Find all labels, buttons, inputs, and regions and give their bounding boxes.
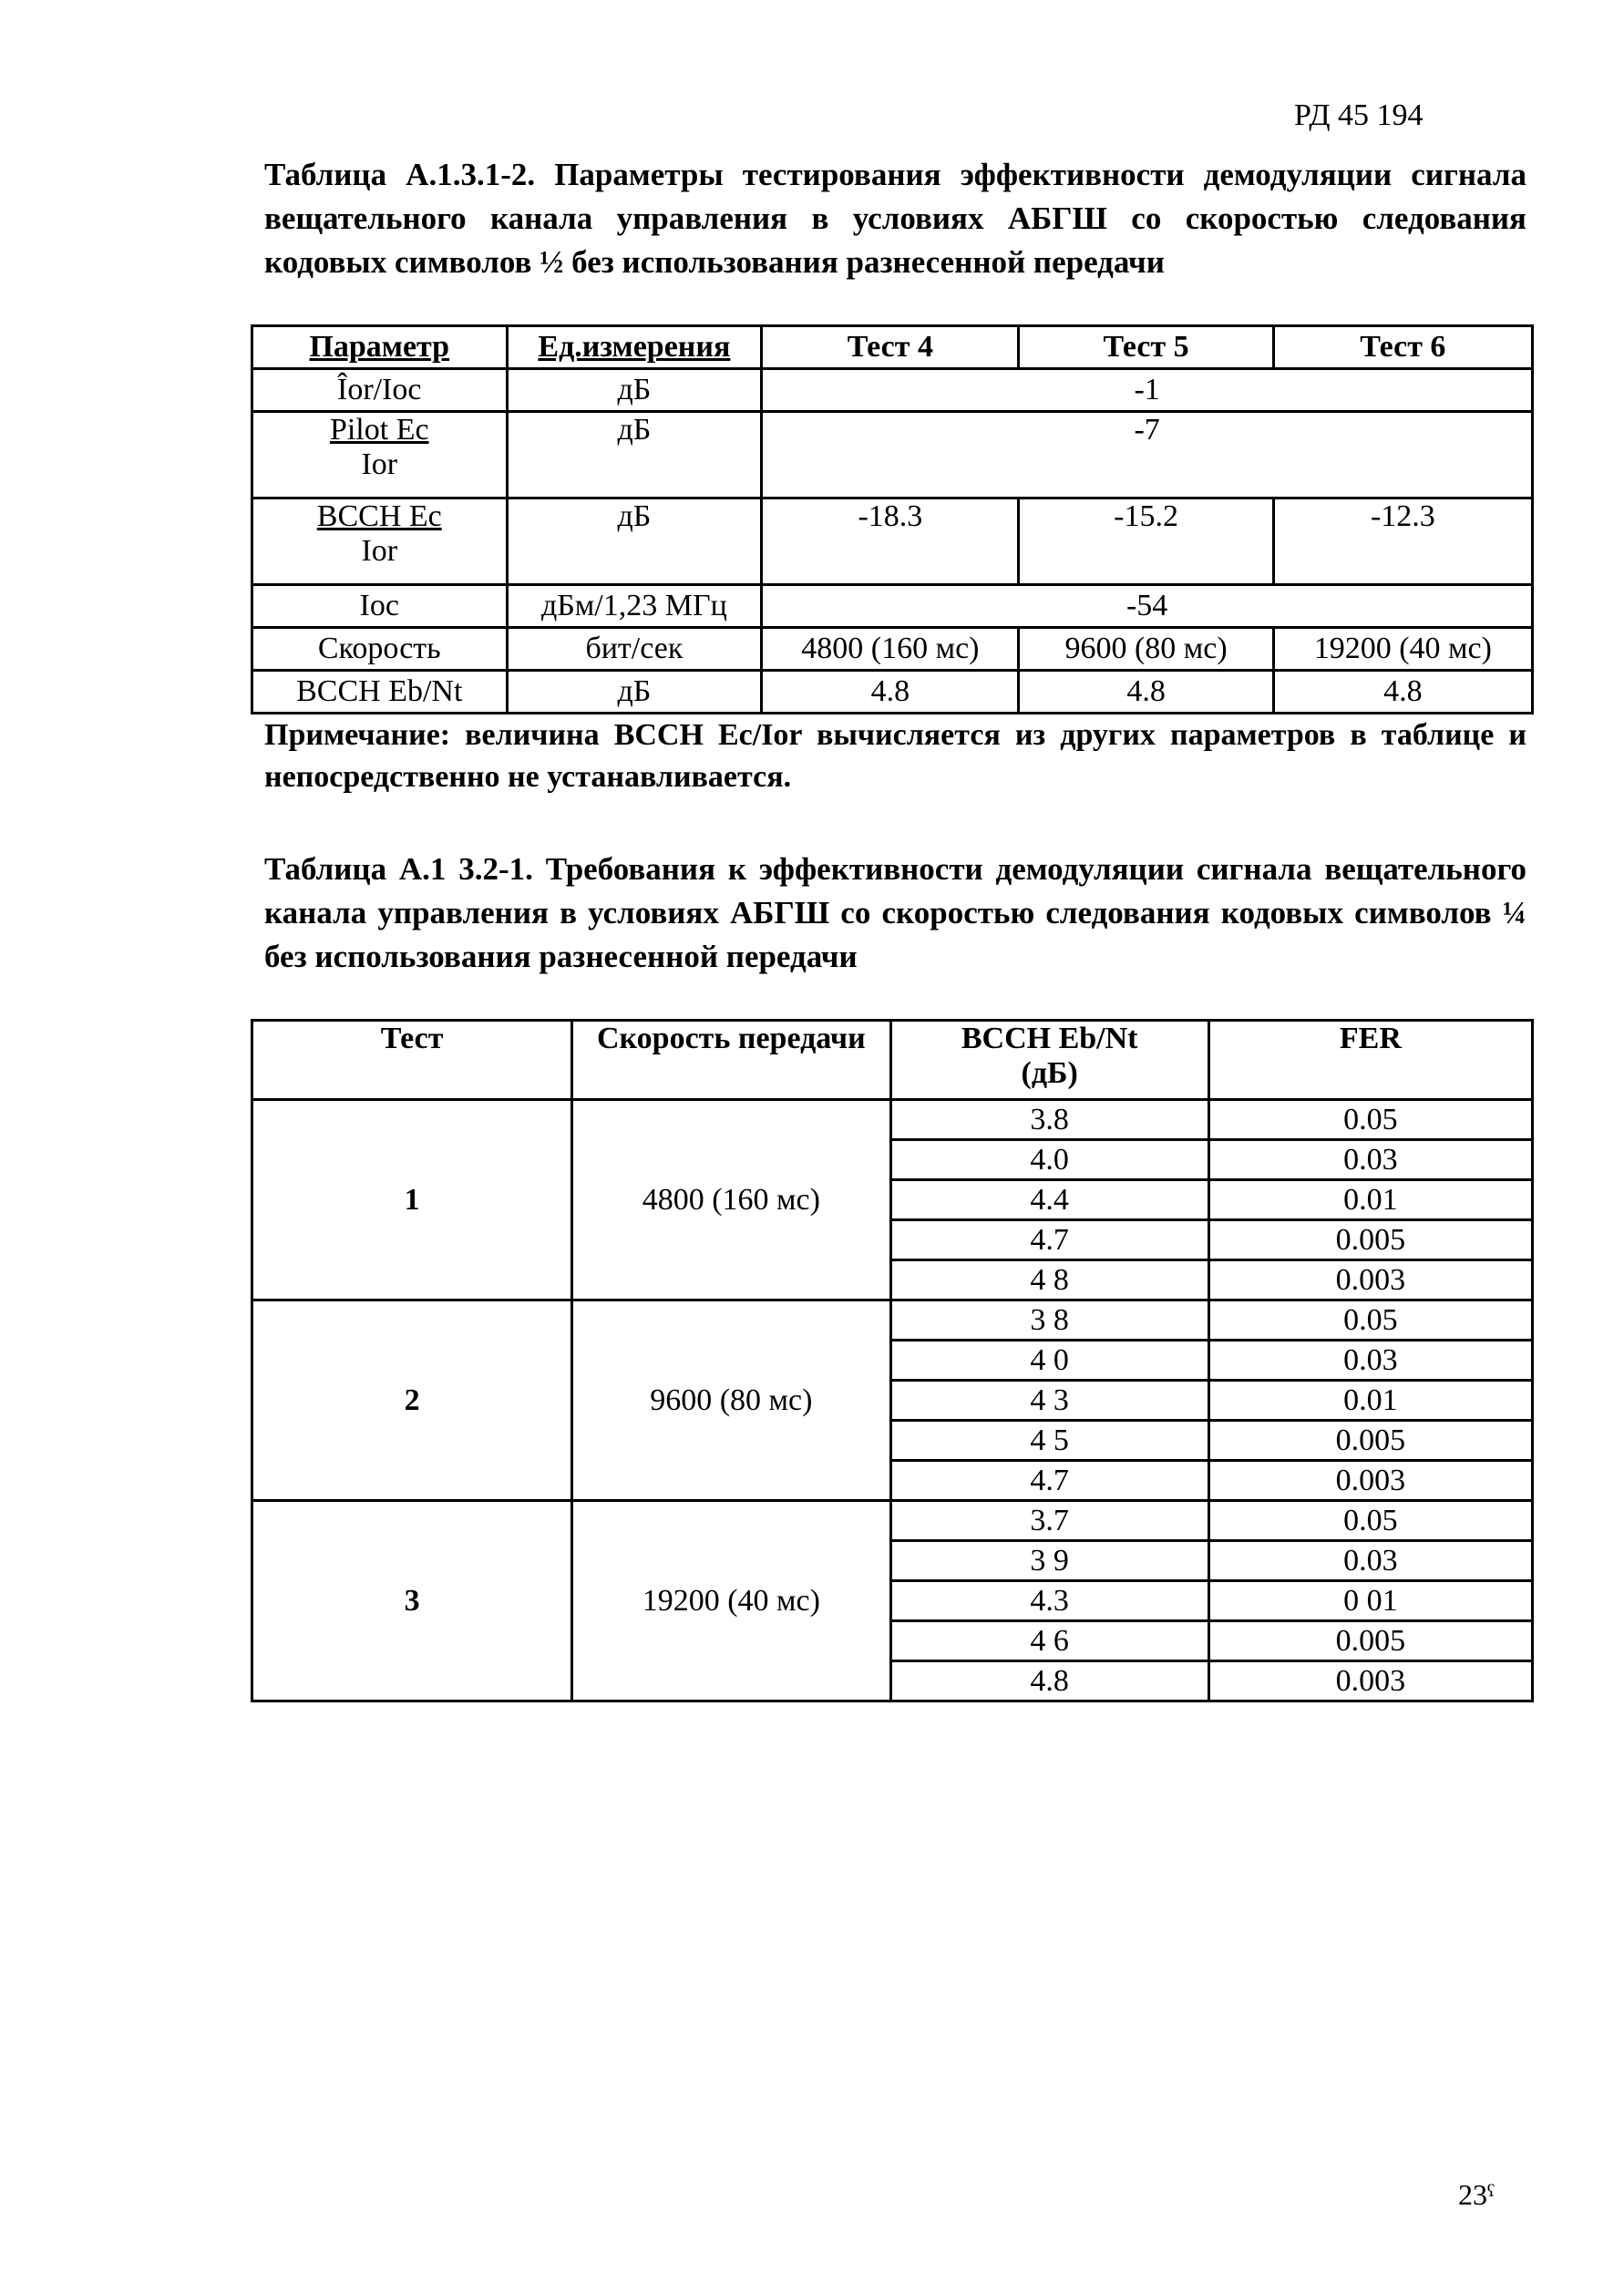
value-cell: -18.3 <box>762 499 1019 585</box>
header-parameter: Параметр <box>252 326 508 369</box>
param-cell: BCCH Eb/Nt <box>252 671 508 714</box>
ebnt-cell: 4 5 <box>890 1421 1208 1461</box>
value-cell: 4800 (160 мс) <box>762 628 1019 671</box>
ebnt-cell: 4 6 <box>890 1621 1208 1661</box>
ebnt-cell: 4.8 <box>890 1661 1208 1701</box>
header-test6: Тест 6 <box>1273 326 1532 369</box>
fer-cell: 0 01 <box>1208 1581 1532 1621</box>
value-cell: -12.3 <box>1273 499 1532 585</box>
fer-cell: 0.05 <box>1208 1300 1532 1341</box>
table-row <box>252 369 1533 412</box>
fer-cell: 0.01 <box>1208 1381 1532 1421</box>
table-row <box>252 671 1533 714</box>
merged-value-cell: -7 <box>762 412 1533 499</box>
test-number-cell: 1 <box>252 1100 572 1300</box>
header-rate: Скорость передачи <box>572 1021 890 1100</box>
header-fer: FER <box>1208 1021 1532 1100</box>
fer-cell: 0.01 <box>1208 1180 1532 1220</box>
table1-note: Примечание: величина BCCH Ec/Ior вычисляется из других параметров в таблице и непосредственно не устанавливается. <box>264 718 1526 794</box>
ebnt-cell: 4 0 <box>890 1341 1208 1381</box>
table-header-row <box>252 326 1533 369</box>
unit-cell: дБ <box>507 499 762 585</box>
ebnt-cell: 3.8 <box>890 1100 1208 1140</box>
param-cell: Ioc <box>252 585 508 628</box>
fer-cell: 0.005 <box>1208 1220 1532 1260</box>
value-cell: 19200 (40 мс) <box>1273 628 1532 671</box>
param-numerator: BCCH Ec <box>316 499 442 533</box>
header-ebnt <box>890 1021 1208 1100</box>
value-cell: 4.8 <box>1273 671 1532 714</box>
table2-body <box>252 1100 1533 1701</box>
merged-value-cell: -54 <box>762 585 1533 628</box>
fer-cell: 0.003 <box>1208 1260 1532 1300</box>
fer-cell: 0.05 <box>1208 1501 1532 1541</box>
unit-cell: дБ <box>507 671 762 714</box>
fer-cell: 0.005 <box>1208 1421 1532 1461</box>
ebnt-cell: 4 3 <box>890 1381 1208 1421</box>
table-header-row <box>252 1021 1533 1100</box>
param-denominator: Ior <box>361 534 398 568</box>
fer-cell: 0.05 <box>1208 1100 1532 1140</box>
table-row <box>252 499 1533 585</box>
ebnt-cell: 4.4 <box>890 1180 1208 1220</box>
table-row <box>252 585 1533 628</box>
ebnt-cell: 3.7 <box>890 1501 1208 1541</box>
header-test4: Тест 4 <box>762 326 1019 369</box>
unit-cell: дБ <box>507 412 762 499</box>
ebnt-cell: 3 8 <box>890 1300 1208 1341</box>
value-cell: 9600 (80 мс) <box>1019 628 1273 671</box>
rate-cell: 19200 (40 мс) <box>572 1501 890 1701</box>
header-test5: Тест 5 <box>1019 326 1273 369</box>
header-unit: Ед.измерения <box>507 326 762 369</box>
fer-cell: 0.003 <box>1208 1661 1532 1701</box>
ebnt-cell: 4.3 <box>890 1581 1208 1621</box>
param-cell <box>252 412 508 499</box>
table-row <box>252 628 1533 671</box>
merged-value-cell: -1 <box>762 369 1533 412</box>
page-number: 23ˤ <box>1458 2178 1495 2211</box>
value-cell: -15.2 <box>1019 499 1273 585</box>
param-cell: Скорость <box>252 628 508 671</box>
param-cell: Îor/Ioc <box>252 369 508 412</box>
ebnt-cell: 4 8 <box>890 1260 1208 1300</box>
fer-cell: 0.03 <box>1208 1341 1532 1381</box>
unit-cell: дБ <box>507 369 762 412</box>
table-row <box>252 412 1533 499</box>
value-cell: 4.8 <box>762 671 1019 714</box>
document-id: РД 45 194 <box>1294 98 1424 132</box>
test-number-cell: 3 <box>252 1501 572 1701</box>
test-parameters-table <box>251 324 1534 714</box>
fer-cell: 0.03 <box>1208 1140 1532 1180</box>
fer-cell: 0.005 <box>1208 1621 1532 1661</box>
fer-cell: 0.03 <box>1208 1541 1532 1581</box>
rate-cell: 9600 (80 мс) <box>572 1300 890 1501</box>
rate-cell: 4800 (160 мс) <box>572 1100 890 1300</box>
value-cell: 4.8 <box>1019 671 1273 714</box>
header-ebnt-label: BCCH Eb/Nt <box>961 1022 1138 1055</box>
unit-cell: дБм/1,23 МГц <box>507 585 762 628</box>
fer-cell: 0.003 <box>1208 1461 1532 1501</box>
table-row <box>252 1100 1533 1140</box>
table-row <box>252 1501 1533 1541</box>
test-number-cell: 2 <box>252 1300 572 1501</box>
ebnt-cell: 4.0 <box>890 1140 1208 1180</box>
unit-cell: бит/сек <box>507 628 762 671</box>
param-cell <box>252 499 508 585</box>
header-test: Тест <box>252 1021 572 1100</box>
table1-caption: Таблица А.1.3.1-2. Параметры тестирования эффективности демодуляции сигнала вещательного канала управления в условиях АБГШ со скоростью следования кодовых символов ½ без использования разнесенной передачи <box>264 157 1526 280</box>
ebnt-cell: 3 9 <box>890 1541 1208 1581</box>
performance-requirements-table <box>251 1019 1534 1702</box>
header-ebnt-unit: (дБ) <box>1021 1056 1078 1090</box>
table-row <box>252 1300 1533 1341</box>
table2-caption: Таблица А.1 3.2-1. Требования к эффективности демодуляции сигнала вещательного канала управления в условиях АБГШ со скоростью следования кодовых символов ¼ без использования разнесенной передачи <box>264 851 1526 974</box>
ebnt-cell: 4.7 <box>890 1461 1208 1501</box>
param-denominator: Ior <box>361 447 398 481</box>
ebnt-cell: 4.7 <box>890 1220 1208 1260</box>
param-numerator: Pilot Ec <box>329 413 429 447</box>
